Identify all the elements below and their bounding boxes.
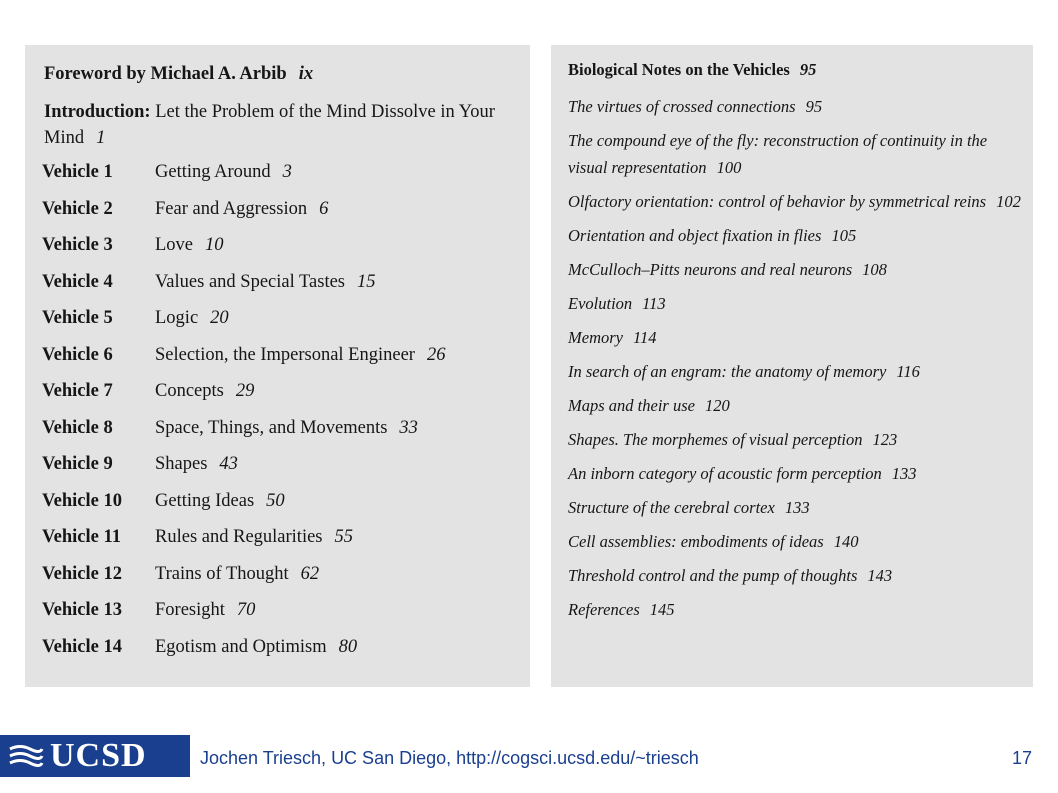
note-page: 123	[872, 430, 898, 449]
foreword-title: Foreword by Michael A. Arbib	[44, 64, 287, 84]
vehicle-number: Vehicle 4	[42, 271, 113, 292]
note-page: 140	[833, 532, 859, 551]
note-page: 102	[996, 192, 1021, 211]
vehicle-number: Vehicle 12	[42, 563, 122, 584]
vehicle-entry	[42, 634, 522, 671]
vehicle-title: Egotism and Optimism	[155, 636, 327, 657]
note-entry	[568, 596, 1028, 623]
vehicle-title: Selection, the Impersonal Engineer	[155, 344, 415, 365]
vehicle-page: 20	[210, 308, 229, 328]
introduction-label: Introduction:	[44, 102, 151, 122]
vehicle-number: Vehicle 8	[42, 417, 113, 438]
vehicle-title: Space, Things, and Movements	[155, 417, 388, 438]
note-page: 120	[704, 396, 730, 415]
note-entry	[568, 256, 1028, 283]
foreword-entry	[44, 61, 313, 87]
vehicle-entry	[42, 159, 522, 196]
note-title: Evolution	[568, 294, 633, 313]
vehicle-page: 6	[319, 198, 329, 219]
note-entry	[568, 324, 1028, 351]
vehicle-page: 10	[205, 235, 224, 255]
vehicle-number: Vehicle 13	[42, 600, 122, 620]
note-page: 133	[784, 498, 810, 517]
left-contents-panel	[25, 45, 530, 687]
note-page: 145	[649, 600, 675, 619]
vehicle-entry	[42, 451, 522, 488]
vehicle-page: 62	[300, 563, 320, 584]
vehicle-number: Vehicle 3	[42, 235, 113, 255]
vehicle-title: Concepts	[155, 381, 224, 401]
note-entry	[568, 222, 1028, 249]
note-entry	[568, 562, 1028, 589]
note-entry	[568, 528, 1028, 555]
ucsd-logo-text: UCSD	[50, 737, 147, 774]
vehicle-entry	[42, 561, 522, 598]
ucsd-logo	[0, 735, 190, 777]
note-title: Threshold control and the pump of thoughts	[568, 566, 858, 585]
vehicle-entry	[42, 488, 522, 525]
note-entry	[568, 392, 1028, 419]
vehicle-title: Getting Ideas	[155, 490, 255, 511]
biological-notes-list	[568, 59, 1028, 630]
note-title: Memory	[568, 328, 623, 347]
vehicle-page: 26	[426, 344, 446, 365]
vehicle-entry	[42, 378, 522, 415]
vehicle-number: Vehicle 10	[42, 490, 122, 511]
footer-credit: Jochen Triesch, UC San Diego, http://cogsci.ucsd.edu/~triesch	[200, 748, 699, 768]
note-title: The compound eye of the fly: reconstruction of continuity in the visual representation	[568, 131, 988, 177]
note-page: 133	[891, 464, 917, 483]
ucsd-wave-icon	[8, 743, 44, 769]
introduction-page: 1	[96, 128, 106, 148]
note-entry	[568, 93, 1028, 120]
vehicle-entry	[42, 524, 522, 561]
vehicle-number: Vehicle 2	[42, 198, 113, 219]
note-page: 116	[896, 362, 920, 381]
note-title: McCulloch–Pitts neurons and real neurons	[568, 260, 853, 279]
note-title: Maps and their use	[568, 396, 695, 415]
vehicle-page: 29	[235, 381, 255, 401]
note-title: References	[568, 600, 640, 619]
vehicle-title: Trains of Thought	[155, 563, 289, 584]
note-title: The virtues of crossed connections	[568, 97, 796, 116]
vehicle-page: 33	[399, 417, 418, 438]
vehicle-title: Fear and Aggression	[155, 198, 308, 219]
vehicle-number: Vehicle 11	[42, 527, 121, 547]
vehicle-entry	[42, 597, 522, 634]
vehicle-number: Vehicle 6	[42, 344, 113, 365]
vehicle-entry	[42, 269, 522, 306]
vehicle-page: 50	[266, 490, 285, 511]
note-page: 114	[632, 328, 657, 347]
foreword-page: ix	[298, 64, 314, 84]
vehicle-page: 80	[338, 636, 358, 657]
note-page: 100	[716, 158, 742, 177]
note-title: Shapes. The morphemes of visual perception	[568, 430, 863, 449]
note-entry	[568, 358, 1028, 385]
vehicle-entry	[42, 305, 522, 342]
vehicle-title: Logic	[155, 308, 199, 328]
note-title: An inborn category of acoustic form perception	[568, 464, 882, 483]
right-contents-panel	[551, 45, 1033, 687]
vehicle-page: 15	[357, 271, 376, 292]
introduction-entry	[44, 99, 514, 151]
vehicle-entry	[42, 342, 522, 379]
note-entry	[568, 290, 1028, 317]
vehicle-entry	[42, 415, 522, 452]
vehicle-number: Vehicle 5	[42, 308, 113, 328]
vehicle-title: Values and Special Tastes	[155, 271, 345, 292]
slide-page-number: 17	[1012, 748, 1033, 768]
note-entry	[568, 460, 1028, 487]
vehicle-entry	[42, 196, 522, 233]
vehicle-title: Getting Around	[155, 162, 271, 182]
vehicle-title: Rules and Regularities	[155, 527, 323, 547]
vehicle-page: 43	[219, 454, 238, 474]
note-entry	[568, 188, 1028, 215]
biological-notes-title: Biological Notes on the Vehicles	[568, 60, 790, 79]
note-title: Cell assemblies: embodiments of ideas	[568, 532, 824, 551]
note-page: 95	[805, 97, 823, 116]
note-page: 143	[867, 566, 893, 585]
biological-notes-page: 95	[799, 60, 817, 79]
note-title: In search of an engram: the anatomy of memory	[568, 362, 887, 381]
vehicle-title: Foresight	[155, 600, 225, 620]
note-page: 113	[642, 294, 666, 313]
vehicle-page: 70	[236, 600, 256, 620]
note-page: 105	[831, 226, 857, 245]
vehicle-number: Vehicle 14	[42, 636, 122, 657]
vehicle-list	[42, 159, 522, 670]
vehicle-number: Vehicle 7	[42, 381, 113, 401]
note-title: Structure of the cerebral cortex	[568, 498, 775, 517]
vehicle-number: Vehicle 1	[42, 162, 113, 182]
note-page: 108	[862, 260, 887, 279]
note-entry	[568, 494, 1028, 521]
note-title: Olfactory orientation: control of behavior by symmetrical reins	[568, 192, 987, 211]
note-entry	[568, 127, 1028, 181]
vehicle-title: Love	[155, 235, 194, 255]
biological-notes-heading	[568, 59, 1028, 81]
vehicle-title: Shapes	[155, 454, 208, 474]
vehicle-page: 55	[334, 527, 353, 547]
introduction-title: Let the Problem of the Mind Dissolve in Your Mind	[44, 102, 495, 148]
vehicle-page: 3	[282, 162, 292, 182]
note-entry	[568, 426, 1028, 453]
vehicle-number: Vehicle 9	[42, 454, 113, 474]
vehicle-entry	[42, 232, 522, 269]
notes-items	[568, 93, 1028, 623]
note-title: Orientation and object fixation in flies	[568, 226, 822, 245]
